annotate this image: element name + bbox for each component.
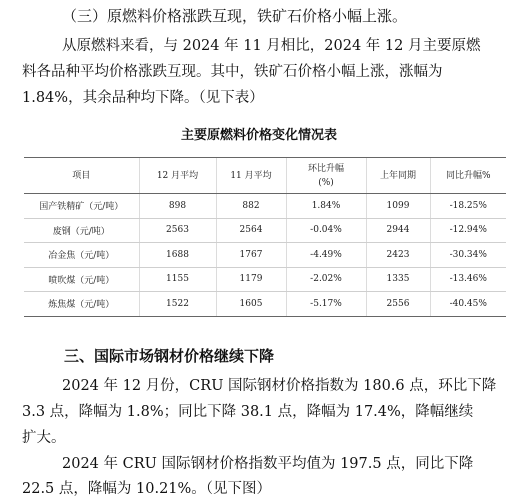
column-header: 上年同期 xyxy=(366,158,430,194)
price-change-table xyxy=(24,157,506,317)
table-cell: -18.25% xyxy=(430,194,506,219)
column-header: 项目 xyxy=(24,158,139,194)
section-title: 三、国际市场钢材价格继续下降 xyxy=(64,347,275,365)
paragraph-line: 从原燃料来看，与 2024 年 11 月相比，2024 年 12 月主要原燃 xyxy=(62,38,481,54)
table-title: 主要原燃料价格变化情况表 xyxy=(180,128,337,143)
table-cell: -5.17% xyxy=(286,292,366,317)
paragraph-line: 2024 年 12 月份，CRU 国际钢材价格指数为 180.6 点，环比下降 xyxy=(62,378,497,394)
table-row xyxy=(24,218,506,243)
table-cell: 2556 xyxy=(366,292,430,317)
table-cell: 882 xyxy=(216,194,286,219)
table-row xyxy=(24,243,506,268)
table-cell: 1335 xyxy=(366,267,430,292)
table-cell: 炼焦煤（元/吨） xyxy=(24,292,139,317)
table-cell: -2.02% xyxy=(286,267,366,292)
table-cell: 1688 xyxy=(139,243,216,268)
paragraph-line: 1.84%，其余品种均下降。（见下表） xyxy=(22,90,264,106)
table-row xyxy=(24,194,506,219)
table-cell: 1522 xyxy=(139,292,216,317)
paragraph-line: 料各品种平均价格涨跌互现。其中，铁矿石价格小幅上涨，涨幅为 xyxy=(22,64,443,80)
table-cell: -13.46% xyxy=(430,267,506,292)
table-cell: 冶金焦（元/吨） xyxy=(24,243,139,268)
table-header-row xyxy=(24,158,506,194)
paragraph-line: 扩大。 xyxy=(22,430,66,446)
column-header: 12 月平均 xyxy=(139,158,216,194)
table-cell: 1.84% xyxy=(286,194,366,219)
section-heading: （三）原燃料价格涨跌互现，铁矿石价格小幅上涨。 xyxy=(62,7,408,25)
table-cell: 2423 xyxy=(366,243,430,268)
table-cell: 喷吹煤（元/吨） xyxy=(24,267,139,292)
table-cell: -30.34% xyxy=(430,243,506,268)
table-row xyxy=(24,267,506,292)
table-cell: 1155 xyxy=(139,267,216,292)
column-header: 同比升幅% xyxy=(430,158,506,194)
table-cell: 废钢（元/吨） xyxy=(24,218,139,243)
table-cell: 2944 xyxy=(366,218,430,243)
column-header: 环比升幅 (%) xyxy=(286,158,366,194)
table-cell: 898 xyxy=(139,194,216,219)
table-cell: 1179 xyxy=(216,267,286,292)
table-cell: 2564 xyxy=(216,218,286,243)
table-cell: -12.94% xyxy=(430,218,506,243)
paragraph-line: 22.5 点，降幅为 10.21%。（见下图） xyxy=(22,481,272,497)
paragraph-line: 3.3 点，降幅为 1.8%；同比下降 38.1 点，降幅为 17.4%，降幅继续 xyxy=(22,404,474,420)
table-cell: -40.45% xyxy=(430,292,506,317)
paragraph-line: 2024 年 CRU 国际钢材价格指数平均值为 197.5 点，同比下降 xyxy=(62,456,474,472)
table-row xyxy=(24,292,506,317)
table-cell: 1099 xyxy=(366,194,430,219)
column-header: 11 月平均 xyxy=(216,158,286,194)
table-cell: -0.04% xyxy=(286,218,366,243)
table-cell: 国产铁精矿（元/吨） xyxy=(24,194,139,219)
table-cell: 1767 xyxy=(216,243,286,268)
table-cell: 2563 xyxy=(139,218,216,243)
table-cell: 1605 xyxy=(216,292,286,317)
table-cell: -4.49% xyxy=(286,243,366,268)
